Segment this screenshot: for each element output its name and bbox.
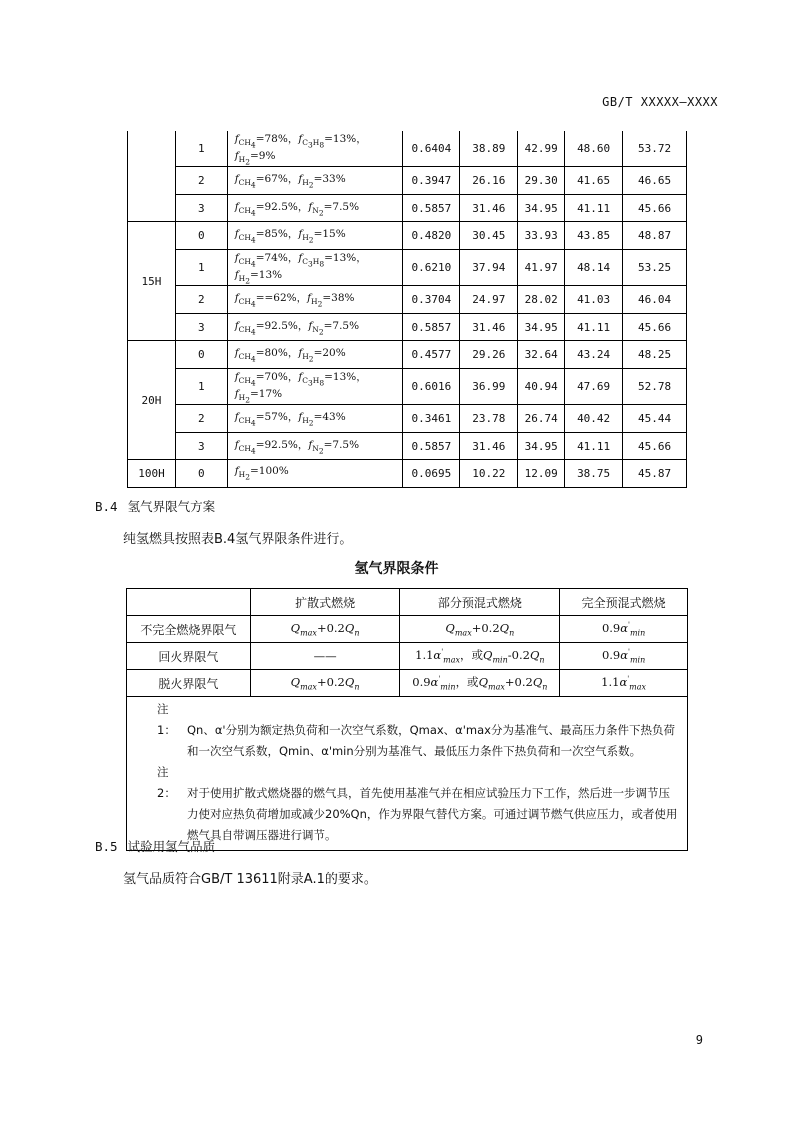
value-cell: 43.24 bbox=[565, 341, 623, 369]
value-cell: 45.66 bbox=[623, 432, 687, 460]
value-cell: 48.14 bbox=[565, 249, 623, 285]
limit-table-header-row bbox=[127, 589, 688, 616]
row-label: 不完全燃烧界限气 bbox=[127, 616, 251, 643]
gas-number-cell: 0 bbox=[175, 460, 227, 488]
value-cell: 0.5857 bbox=[403, 194, 460, 222]
value-cell: 0.6016 bbox=[403, 368, 460, 404]
value-cell: 26.74 bbox=[518, 405, 565, 433]
value-cell: 41.03 bbox=[565, 286, 623, 314]
value-cell: 29.26 bbox=[460, 341, 518, 369]
gas-number-cell: 1 bbox=[175, 368, 227, 404]
gas-number-cell: 0 bbox=[175, 222, 227, 250]
gas-number-cell: 0 bbox=[175, 341, 227, 369]
value-cell: 53.25 bbox=[623, 249, 687, 285]
value-cell: 0.4577 bbox=[403, 341, 460, 369]
value-cell: 45.66 bbox=[623, 194, 687, 222]
value-cell: 32.64 bbox=[518, 341, 565, 369]
composition-cell: $f_{CH_4}=92.5\%$，$f_{N_2}=7.5\%$ bbox=[227, 194, 403, 222]
table-row bbox=[128, 131, 687, 167]
group-label: 20H bbox=[128, 341, 176, 460]
section-b4-heading bbox=[95, 497, 215, 515]
document-code: GB/T XXXXX—XXXX bbox=[602, 95, 718, 109]
composition-cell: $f_{CH_4}=67\%$，$f_{H_2}=33\%$ bbox=[227, 167, 403, 195]
header-cell bbox=[127, 589, 251, 616]
value-cell: 38.75 bbox=[565, 460, 623, 488]
value-cell: 31.46 bbox=[460, 313, 518, 341]
section-b4-paragraph: 纯氢燃具按照表B.4氢气界限条件进行。 bbox=[123, 532, 353, 547]
composition-cell: $f_{CH_4}=80\%$，$f_{H_2}=20\%$ bbox=[227, 341, 403, 369]
table-row bbox=[128, 405, 687, 433]
value-cell: 47.69 bbox=[565, 368, 623, 404]
value-cell: 33.93 bbox=[518, 222, 565, 250]
section-b5-paragraph: 氢气品质符合GB/T 13611附录A.1的要求。 bbox=[123, 872, 377, 887]
value-cell: 24.97 bbox=[460, 286, 518, 314]
value-cell: 41.11 bbox=[565, 313, 623, 341]
table-row bbox=[128, 194, 687, 222]
table-row bbox=[128, 368, 687, 404]
value-cell: 12.09 bbox=[518, 460, 565, 488]
value-cell: 26.16 bbox=[460, 167, 518, 195]
limit-table-notes-row bbox=[127, 697, 688, 851]
value-cell: 34.95 bbox=[518, 313, 565, 341]
gas-number-cell: 2 bbox=[175, 286, 227, 314]
note-2 bbox=[157, 762, 681, 846]
table-row bbox=[128, 432, 687, 460]
note-label: 注1： bbox=[157, 702, 176, 737]
composition-cell: $f_{CH_4}=57\%$，$f_{H_2}=43\%$ bbox=[227, 405, 403, 433]
note-1 bbox=[157, 699, 681, 762]
value-cell: 36.99 bbox=[460, 368, 518, 404]
formula-cell: —— bbox=[250, 643, 400, 670]
formula-cell: $Q_{max}+0.2Q_n$ bbox=[250, 670, 400, 697]
group-label: 100H bbox=[128, 460, 176, 488]
composition-cell: $f_{CH_4}==62\%$，$f_{H_2}=38\%$ bbox=[227, 286, 403, 314]
section-number: B.5 bbox=[95, 839, 118, 854]
header-cell: 扩散式燃烧 bbox=[250, 589, 400, 616]
table-row bbox=[128, 222, 687, 250]
header-cell: 完全预混式燃烧 bbox=[560, 589, 688, 616]
table-row bbox=[128, 460, 687, 488]
gas-number-cell: 2 bbox=[175, 405, 227, 433]
hydrogen-limit-table bbox=[126, 588, 688, 851]
section-b5-heading bbox=[95, 837, 215, 855]
row-label: 脱火界限气 bbox=[127, 670, 251, 697]
value-cell: 42.99 bbox=[518, 131, 565, 167]
value-cell: 0.6210 bbox=[403, 249, 460, 285]
formula-cell: $1.1\alpha'_{max}$ bbox=[560, 670, 688, 697]
composition-cell: $f_{CH_4}=74\%$，$f_{C_3H_8}=13\%$，$f_{H_2}=13\%$ bbox=[227, 249, 403, 285]
value-cell: 52.78 bbox=[623, 368, 687, 404]
section-title: 氢气界限气方案 bbox=[127, 499, 216, 514]
value-cell: 41.65 bbox=[565, 167, 623, 195]
value-cell: 46.65 bbox=[623, 167, 687, 195]
section-title: 试验用氢气品质 bbox=[127, 839, 216, 854]
value-cell: 40.94 bbox=[518, 368, 565, 404]
group-label bbox=[128, 131, 176, 222]
notes-cell bbox=[127, 697, 688, 851]
section-number: B.4 bbox=[95, 499, 118, 514]
header-cell: 部分预混式燃烧 bbox=[400, 589, 560, 616]
value-cell: 30.45 bbox=[460, 222, 518, 250]
value-cell: 0.6404 bbox=[403, 131, 460, 167]
value-cell: 0.5857 bbox=[403, 432, 460, 460]
value-cell: 34.95 bbox=[518, 432, 565, 460]
gas-number-cell: 1 bbox=[175, 249, 227, 285]
limit-row-lift-off bbox=[127, 670, 688, 697]
value-cell: 41.97 bbox=[518, 249, 565, 285]
value-cell: 0.3704 bbox=[403, 286, 460, 314]
value-cell: 45.87 bbox=[623, 460, 687, 488]
table-row bbox=[128, 313, 687, 341]
value-cell: 31.46 bbox=[460, 194, 518, 222]
table-row bbox=[128, 167, 687, 195]
formula-cell: $Q_{max}+0.2Q_n$ bbox=[250, 616, 400, 643]
value-cell: 29.30 bbox=[518, 167, 565, 195]
composition-cell: $f_{CH_4}=70\%$，$f_{C_3H_8}=13\%$，$f_{H_2}=17\%$ bbox=[227, 368, 403, 404]
formula-cell: $Q_{max}+0.2Q_n$ bbox=[400, 616, 560, 643]
composition-cell: $f_{H_2}=100\%$ bbox=[227, 460, 403, 488]
composition-cell: $f_{CH_4}=85\%$，$f_{H_2}=15\%$ bbox=[227, 222, 403, 250]
value-cell: 0.5857 bbox=[403, 313, 460, 341]
value-cell: 38.89 bbox=[460, 131, 518, 167]
value-cell: 48.87 bbox=[623, 222, 687, 250]
table-row bbox=[128, 249, 687, 285]
table-row bbox=[128, 341, 687, 369]
value-cell: 23.78 bbox=[460, 405, 518, 433]
gas-number-cell: 1 bbox=[175, 131, 227, 167]
formula-cell: $1.1\alpha'_{max}$，或$Q_{min}-0.2Q_n$ bbox=[400, 643, 560, 670]
value-cell: 41.11 bbox=[565, 194, 623, 222]
formula-cell: $0.9\alpha'_{min}$，或$Q_{max}+0.2Q_n$ bbox=[400, 670, 560, 697]
group-label: 15H bbox=[128, 222, 176, 341]
value-cell: 0.3947 bbox=[403, 167, 460, 195]
row-label: 回火界限气 bbox=[127, 643, 251, 670]
value-cell: 45.44 bbox=[623, 405, 687, 433]
limit-row-flashback bbox=[127, 643, 688, 670]
note-text: 对于使用扩散式燃烧器的燃气具，首先使用基准气并在相应试验压力下工作，然后进一步调节压力使对应热负荷增加或减少20%Qn，作为界限气替代方案。可通过调节燃气供应压力，或者使用燃气具自带调压器进行调节。 bbox=[187, 786, 678, 842]
composition-cell: $f_{CH_4}=78\%$，$f_{C_3H_8}=13\%$，$f_{H_2}=9\%$ bbox=[227, 131, 403, 167]
value-cell: 37.94 bbox=[460, 249, 518, 285]
gas-number-cell: 3 bbox=[175, 432, 227, 460]
value-cell: 0.3461 bbox=[403, 405, 460, 433]
note-label: 注2： bbox=[157, 765, 176, 800]
composition-cell: $f_{CH_4}=92.5\%$，$f_{N_2}=7.5\%$ bbox=[227, 313, 403, 341]
value-cell: 41.11 bbox=[565, 432, 623, 460]
value-cell: 45.66 bbox=[623, 313, 687, 341]
value-cell: 48.25 bbox=[623, 341, 687, 369]
limit-table-title: 氢气界限条件 bbox=[354, 561, 439, 577]
value-cell: 34.95 bbox=[518, 194, 565, 222]
formula-cell: $0.9\alpha'_{min}$ bbox=[560, 643, 688, 670]
gas-number-cell: 3 bbox=[175, 194, 227, 222]
gas-composition-table bbox=[127, 131, 687, 488]
limit-row-incomplete-combustion bbox=[127, 616, 688, 643]
value-cell: 48.60 bbox=[565, 131, 623, 167]
value-cell: 43.85 bbox=[565, 222, 623, 250]
composition-cell: $f_{CH_4}=92.5\%$，$f_{N_2}=7.5\%$ bbox=[227, 432, 403, 460]
page-number: 9 bbox=[695, 1033, 703, 1047]
value-cell: 28.02 bbox=[518, 286, 565, 314]
value-cell: 0.0695 bbox=[403, 460, 460, 488]
gas-number-cell: 2 bbox=[175, 167, 227, 195]
value-cell: 46.04 bbox=[623, 286, 687, 314]
table-row bbox=[128, 286, 687, 314]
gas-number-cell: 3 bbox=[175, 313, 227, 341]
value-cell: 53.72 bbox=[623, 131, 687, 167]
value-cell: 40.42 bbox=[565, 405, 623, 433]
value-cell: 10.22 bbox=[460, 460, 518, 488]
value-cell: 0.4820 bbox=[403, 222, 460, 250]
formula-cell: $0.9\alpha'_{min}$ bbox=[560, 616, 688, 643]
value-cell: 31.46 bbox=[460, 432, 518, 460]
note-text: Qn、α'分别为额定热负荷和一次空气系数，Qmax、α'max分为基准气、最高压力条件下热负荷和一次空气系数，Qmin、α'min分别为基准气、最低压力条件下热负荷和一次空气系数。 bbox=[187, 723, 675, 758]
